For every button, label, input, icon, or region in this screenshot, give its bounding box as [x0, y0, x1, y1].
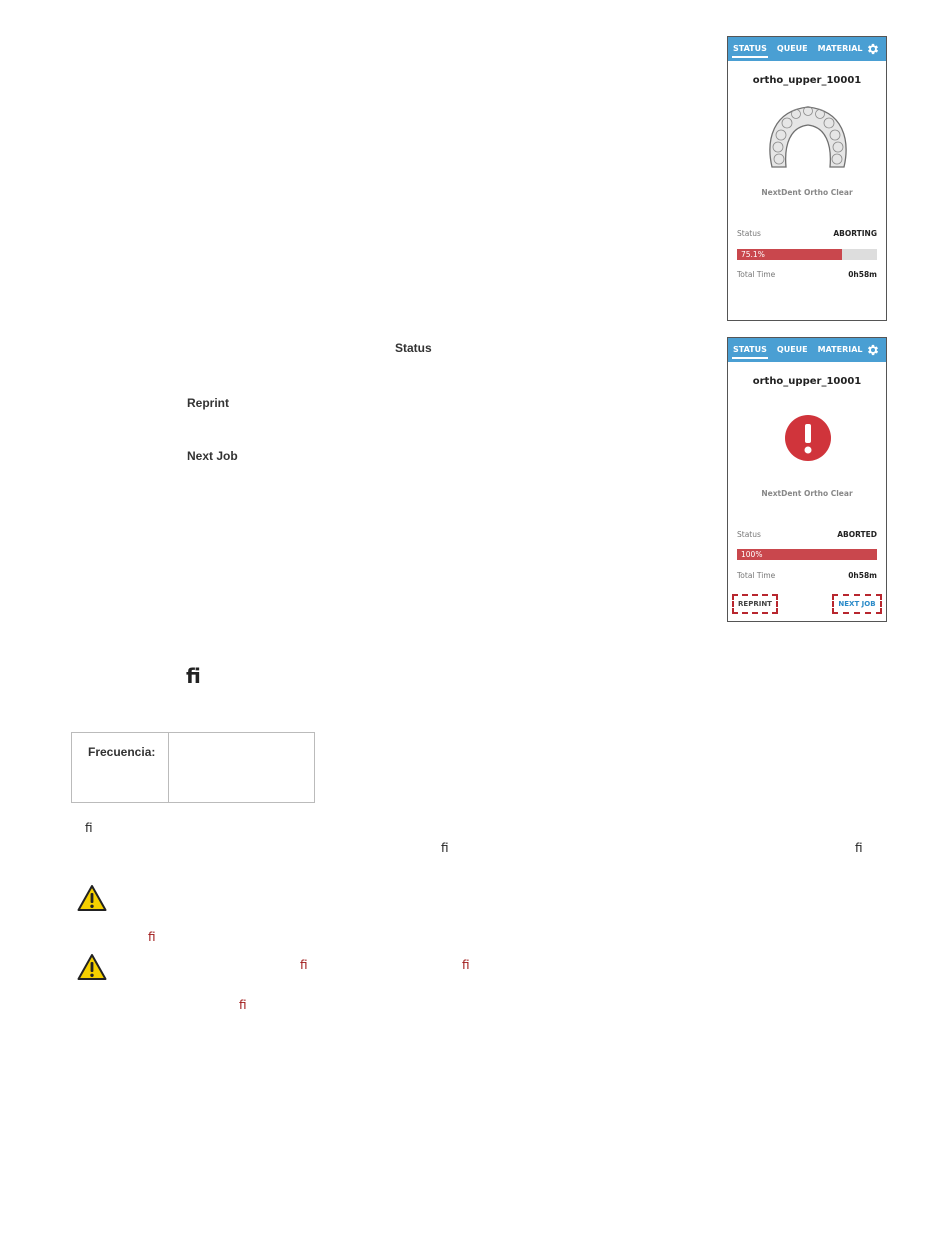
progress-text: 75.1% [741, 250, 765, 259]
ligature-glyph: ﬁ [300, 958, 308, 972]
ligature-glyph: ﬁ [441, 841, 449, 855]
tab-status[interactable]: STATUS [728, 338, 772, 362]
status-label: Status [737, 229, 761, 238]
total-time-label: Total Time [737, 270, 776, 279]
printer-screen-aborting [727, 36, 887, 321]
tab-queue[interactable]: QUEUE [776, 345, 808, 354]
status-label: Status [737, 530, 761, 539]
progress-text: 100% [741, 550, 763, 559]
progress-fill [737, 549, 877, 560]
ligature-glyph: ﬁ [855, 841, 863, 855]
tab-material[interactable]: MATERIAL [817, 345, 863, 354]
frequency-value-cell [169, 733, 315, 803]
ligature-glyph: ﬁ [239, 998, 247, 1012]
status-term: Status [395, 341, 432, 355]
next-job-button[interactable]: NEXT JOB [832, 594, 882, 614]
job-name: ortho_upper_10001 [752, 376, 862, 387]
total-time-value: 0h58m [848, 571, 877, 580]
total-time-label: Total Time [737, 571, 776, 580]
tab-queue[interactable]: QUEUE [776, 44, 808, 53]
ligature-glyph: ﬁ [148, 930, 156, 944]
gear-icon[interactable] [866, 42, 880, 56]
ligature-heading: ﬁ [186, 664, 201, 688]
next-job-term: Next Job [187, 449, 238, 463]
status-value: ABORTED [837, 530, 877, 539]
gear-icon[interactable] [866, 343, 880, 357]
tab-bar [728, 338, 886, 362]
progress-bar [737, 549, 877, 560]
warning-icon [77, 884, 107, 912]
reprint-button[interactable]: REPRINT [732, 594, 778, 614]
warning-icon [77, 953, 107, 981]
tab-bar [728, 37, 886, 61]
frequency-label-cell [72, 733, 169, 803]
tab-status[interactable]: STATUS [728, 37, 772, 61]
status-value: ABORTING [833, 229, 877, 238]
job-name: ortho_upper_10001 [752, 75, 862, 86]
total-time-value: 0h58m [848, 270, 877, 279]
frequency-table [71, 732, 315, 803]
progress-bar [737, 249, 877, 260]
ligature-glyph: ﬁ [462, 958, 470, 972]
tab-material[interactable]: MATERIAL [817, 44, 863, 53]
progress-fill [737, 249, 842, 260]
material-name: NextDent Ortho Clear [761, 188, 853, 197]
material-name: NextDent Ortho Clear [761, 489, 853, 498]
printer-screen-aborted [727, 337, 887, 622]
error-icon [784, 414, 832, 462]
frequency-label: Frecuencia: [88, 745, 156, 759]
dental-arch-model-image [764, 101, 852, 173]
reprint-term: Reprint [187, 396, 229, 410]
ligature-glyph: ﬁ [85, 821, 93, 835]
